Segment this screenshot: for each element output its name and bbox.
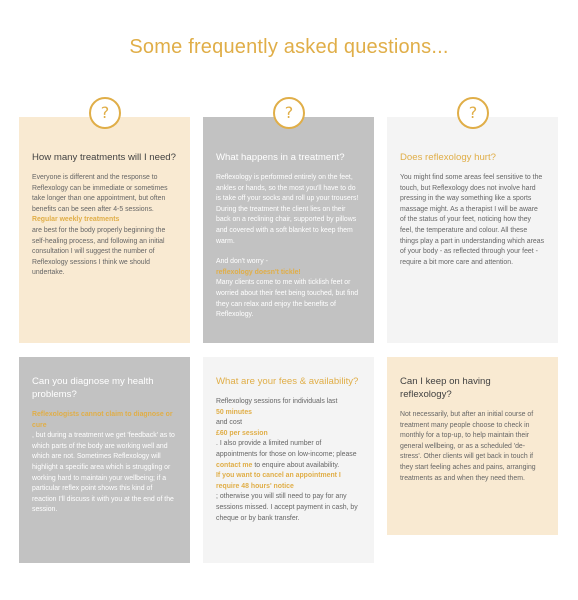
faq-question: What happens in a treatment? [216, 152, 345, 163]
answer-text: Not necessarily, but after an initial course of treatment many people choose to check in monthly for a top-up, to help maintain their general wellbeing, or as a scheduled 'de-stress'. Other clients will get back in touch if they start feeling aches and pains, arranging treatments as and when they need them. [400, 411, 536, 482]
faq-card-diagnose [19, 357, 190, 563]
faq-answer [32, 173, 177, 279]
question-circle-icon [273, 97, 305, 129]
question-mark-glyph: ? [284, 103, 294, 122]
question-mark-glyph: ? [100, 103, 110, 122]
page-title: Some frequently asked questions... [129, 36, 449, 58]
answer-text: . I also provide a limited number of appointments for those on low-income; please [216, 440, 357, 458]
answer-highlight: 50 minutes [216, 408, 252, 416]
faq-answer [400, 410, 545, 484]
question-circle-icon [457, 97, 489, 129]
faq-question: Does reflexology hurt? [400, 152, 496, 163]
faq-answer [400, 173, 545, 268]
answer-text: and cost [216, 419, 243, 427]
faq-answer [216, 173, 361, 321]
faq-question: How many treatments will I need? [32, 152, 176, 163]
faq-card-hurt [387, 117, 558, 343]
answer-text: Everyone is different and the response to Reflexology can be immediate or sometimes take longer than one appointment, but often benefits can be seen after 4-5 sessions. [32, 174, 168, 213]
answer-text: ; otherwise you will still need to pay for any sessions missed. I accept payment in cash, by cheque or by bank transfer. [216, 493, 358, 522]
answer-text: to enquire about availability. [254, 461, 340, 469]
answer-text: Reflexology is performed entirely on the feet, ankles or hands, so the most you'll have to do is take off your socks and roll up your trousers! During the treatment the client lies on their back on a reclining chair, supported by pillows and covered with a soft blanket to keep them warm. [216, 174, 359, 245]
faq-question: Can you diagnose my health problems? [32, 376, 154, 400]
answer-text: Reflexology sessions for individuals last [216, 398, 338, 405]
answer-text: are best for the body properly beginning the self-healing process, and following an initial consultation I will suggest the number of Reflexology sessions I think we should undertake. [32, 226, 166, 277]
faq-question: What are your fees & availability? [216, 376, 359, 387]
question-mark-glyph: ? [468, 103, 478, 122]
answer-highlight: £60 per session [216, 429, 268, 437]
answer-text: You might find some areas feel sensitive to the touch, but Reflexology does not involve hard pressing in the way something like a sports massage might. As a therapist I will be aware of the status of your feet, noticing how they feel, the temperature and colour. All these things play a part in understanding which areas of your body - as reflected through your feet - require a bit more care and attention. [400, 174, 545, 266]
faq-card-treatments [19, 117, 190, 343]
answer-text: , but during a treatment we get 'feedback' as to which parts of the body are working well and which are not. Sometimes Reflexology will highlight a specific area which is struggling or working hard to maintain your wellbeing; if a particular reflex point shows this kind of reaction I'll discuss it with you at the end of the session. [32, 432, 175, 514]
answer-highlight: Reflexologists cannot claim to diagnose or cure [32, 411, 173, 429]
faq-question: Can I keep on having reflexology? [400, 376, 491, 400]
faq-answer [216, 397, 361, 524]
answer-text [216, 439, 361, 471]
answer-text: And don't worry - [216, 258, 268, 266]
answer-highlight: If you want to cancel an appointment I require 48 hours' notice [216, 472, 341, 490]
answer-highlight: reflexology doesn't tickle! [216, 268, 301, 276]
faq-card-fees [203, 357, 374, 563]
question-circle-icon [89, 97, 121, 129]
faq-card-keep-having [387, 357, 558, 535]
answer-highlight: Regular weekly treatments [32, 216, 120, 224]
faq-answer [32, 410, 177, 516]
faq-card-treatment-process [203, 117, 374, 343]
answer-text: Many clients come to me with ticklish feet or worried about their feet being touched, but find they can relax and enjoy the benefits of Reflexology. [216, 279, 359, 319]
contact-link[interactable]: contact me [216, 461, 253, 469]
